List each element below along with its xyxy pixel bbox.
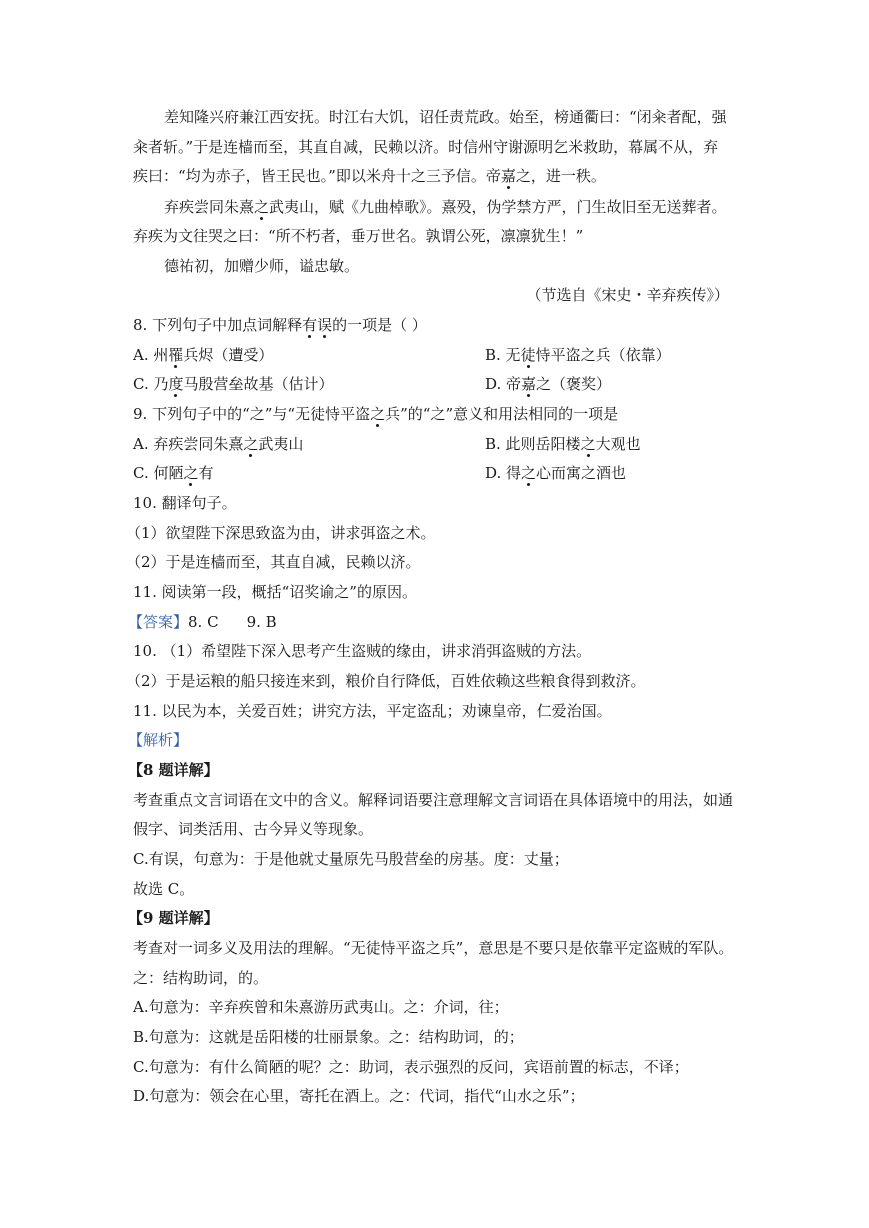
- analysis-label: 【解析】: [128, 731, 189, 749]
- emphasis-dot-char: 罹: [168, 346, 184, 364]
- q9-detail-line-5: C.句意为：有什么简陋的呢？之：助词，表示强烈的反问，宾语前置的标志，不译；: [133, 1058, 689, 1076]
- option-text: A. 州: [133, 346, 169, 364]
- question-9-option-b: [485, 434, 641, 454]
- passage-paragraph-2-line-2: 弃疾为文往哭之曰：“所不朽者，垂万世名。孰谓公死，凛凛犹生！”: [133, 227, 584, 245]
- option-text: B. 无: [485, 346, 521, 364]
- q8-detail-line-4: 故选 C。: [133, 880, 195, 898]
- q9-detail-line-1: 考查对一词多义及用法的理解。“无徒恃平盗之兵”，意思是不要只是依靠平定盗贼的军队。: [133, 939, 734, 957]
- option-text: 兵烬（遭受）: [183, 346, 274, 364]
- emphasis-dot-char: 之: [243, 435, 259, 453]
- question-9-stem: [133, 404, 618, 424]
- passage-paragraph-1-line-3: [133, 166, 606, 186]
- option-text: 有: [198, 464, 214, 482]
- question-8-option-c: [133, 374, 334, 394]
- option-text: 马殷营垒故基（估计）: [183, 375, 334, 393]
- emphasis-dot-char: 之: [370, 405, 386, 423]
- option-text: D. 帝: [485, 375, 522, 393]
- emphasis-dot-char: 有: [302, 316, 318, 334]
- stem-text: 8. 下列句子中加点词解释: [133, 316, 303, 334]
- emphasis-dot-char: 之: [580, 435, 596, 453]
- emphasis-dot-char: 度: [168, 375, 184, 393]
- q9-detail-line-6: D.句意为：领会在心里，寄托在酒上。之：代词，指代“山水之乐”；: [133, 1087, 585, 1105]
- answer-label: 【答案】: [128, 613, 189, 631]
- option-text: 武夷山: [258, 435, 304, 453]
- question-8-option-b: [485, 345, 671, 365]
- answer-10-part-1: 10. （1）希望陛下深入思考产生盗贼的缘由，讲求消弭盗贼的方法。: [133, 642, 592, 660]
- option-text: C. 何陋: [133, 464, 184, 482]
- passage-text: 之，进一秩。: [515, 167, 606, 185]
- emphasis-dot-char: 嘉: [500, 167, 516, 185]
- stem-text: 兵”的“之”意义和用法相同的一项是: [385, 405, 619, 423]
- q8-detail-line-3: C.有误，句意为：于是他就丈量原先马殷营垒的房基。度：丈量；: [133, 850, 569, 868]
- emphasis-dot-char: 之: [521, 464, 537, 482]
- stem-text: 9. 下列句子中的“之”与“无徒恃平盗: [133, 405, 371, 423]
- passage-paragraph-2-line-1: [164, 197, 727, 217]
- question-10-sentence-1: （1）欲望陛下深思致盗为由，讲求弭盗之术。: [126, 524, 436, 542]
- stem-text: 的一项是（ ）: [332, 316, 427, 334]
- emphasis-dot-char: 之: [254, 198, 270, 216]
- q8-detail-line-1: 考查重点文言词语在文中的含义。解释词语要注意理解文言词语在具体语境中的用法，如通: [133, 791, 734, 809]
- question-8-option-d: [485, 374, 611, 394]
- answer-9: 9. B: [246, 613, 277, 631]
- passage-paragraph-1-line-1: 差知隆兴府兼江西安抚。时江右大饥，诏任责荒政。始至，榜通衢曰：“闭籴者配，强: [164, 108, 727, 126]
- question-10-sentence-2: （2）于是连樯而至，其直自减，民赖以济。: [126, 553, 421, 571]
- question-10-stem: 10. 翻译句子。: [133, 494, 237, 512]
- passage-text: 疾曰：“均为赤子，皆王民也。”即以米舟十之三予信。帝: [133, 167, 501, 185]
- q8-detail-line-2: 假字、词类活用、古今异义等现象。: [133, 820, 374, 838]
- answer-10-part-2: （2）于是运粮的船只接连来到，粮价自行降低，百姓依赖这些粮食得到救济。: [126, 672, 646, 690]
- option-text: 心而寓之酒也: [536, 464, 627, 482]
- emphasis-dot-char: 嘉: [521, 375, 537, 393]
- emphasis-dot-char: 之: [183, 464, 199, 482]
- q8-detail-heading: 【8 题详解】: [128, 761, 219, 779]
- source-citation: （节选自《宋史・辛弃疾传》）: [526, 286, 729, 304]
- answer-11: 11. 以民为本，关爱百姓；讲究方法，平定盗乱；劝谏皇帝，仁爱治国。: [133, 702, 612, 720]
- question-8-option-a: [133, 345, 273, 365]
- question-8-stem: [133, 315, 427, 335]
- option-text: 恃平盗之兵（依靠）: [535, 346, 671, 364]
- answer-line-1: [128, 612, 277, 632]
- option-text: A. 弃疾尝同朱熹: [133, 435, 244, 453]
- q9-detail-heading: 【9 题详解】: [128, 909, 219, 927]
- passage-text: 武夷山，赋《九曲棹歌》。熹殁，伪学禁方严，门生故旧至无送葬者。: [269, 198, 727, 216]
- passage-paragraph-3: 德祐初，加赠少师，谥忠敏。: [164, 257, 360, 275]
- option-text: C. 乃: [133, 375, 169, 393]
- question-9-option-d: [485, 463, 626, 483]
- option-text: B. 此则岳阳楼: [485, 435, 581, 453]
- question-11-stem: 11. 阅读第一段，概括“诏奖谕之”的原因。: [133, 583, 417, 601]
- passage-text: 弃疾尝同朱熹: [164, 198, 255, 216]
- emphasis-dot-char: 误: [317, 316, 333, 334]
- emphasis-dot-char: 徒: [520, 346, 536, 364]
- question-9-option-c: [133, 463, 214, 483]
- q9-detail-line-3: A.句意为：辛弃疾曾和朱熹游历武夷山。之：介词，往；: [133, 998, 509, 1016]
- answer-8: 8. C: [188, 613, 219, 631]
- option-text: D. 得: [485, 464, 522, 482]
- q9-detail-line-2: 之：结构助词，的。: [133, 969, 269, 987]
- q9-detail-line-4: B.句意为：这就是岳阳楼的壮丽景象。之：结构助词，的；: [133, 1028, 524, 1046]
- option-text: 大观也: [595, 435, 641, 453]
- question-9-option-a: [133, 434, 303, 454]
- passage-paragraph-1-line-2: 籴者斩。”于是连樯而至，其直自减，民赖以济。时信州守谢源明乞米救助，幕属不从，弃: [133, 138, 719, 156]
- option-text: 之（褒奖）: [536, 375, 612, 393]
